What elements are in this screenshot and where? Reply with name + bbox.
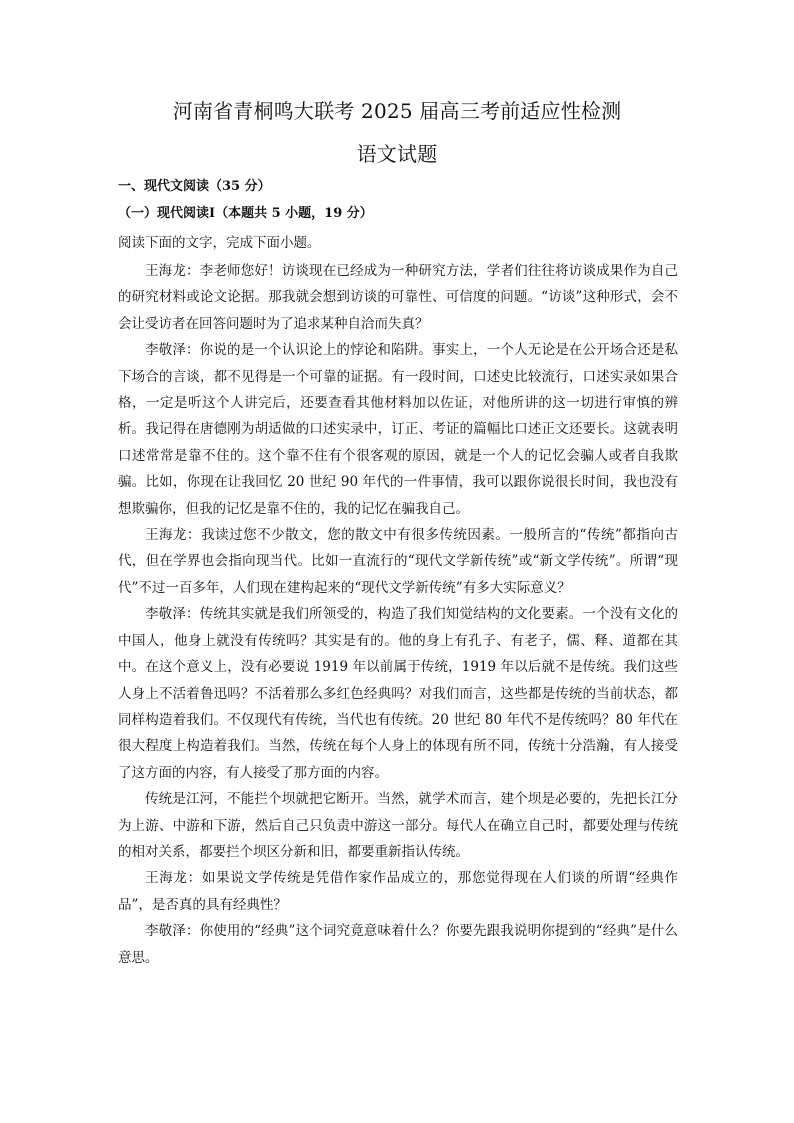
paragraph: 王海龙：如果说文学传统是凭借作家作品成立的，那您觉得现在人们谈的所谓“经典作品”，是否真的具有经典性？ — [118, 870, 678, 913]
subsection-heading: （一）现代阅读Ⅰ（本题共 5 小题，19 分） — [118, 206, 373, 221]
section-heading: 一、现代文阅读（35 分） — [118, 179, 271, 194]
paragraph: 李敬泽：传统其实就是我们所领受的，构造了我们知觉结构的文化要素。一个没有文化的中国人，他身上就没有传统吗？其实是有的。他的身上有孔子、有老子，儒、释、道都在其中。在这个意义上，没有必要说 1919 年以前属于传统，1919 年以后就不是传统。我们这些人身上不活着鲁迅吗？不活着那么多红色经典吗？对我们而言，这些都是传统的当前状态，都同样构造着我们。不仅现代有传统，当代也有传统。20 世纪 80 年代不是传统吗？80 年代在很大程度上构造着我们。当然，传统在每个人身上的体现有所不同，传统十分浩瀚，有人接受了这方面的内容，有人接受了那方面的内容。 — [118, 606, 678, 781]
paragraph: 李敬泽：你说的是一个认识论上的悖论和陷阱。事实上，一个人无论是在公开场合还是私下场合的言谈，都不见得是一个可靠的证据。有一段时间，口述史比较流行，口述实录如果合格，一定是听这个人讲完后，还要查看其他材料加以佐证，对他所讲的这一切进行审慎的辨析。我记得在唐德刚为胡适做的口述实录中，订正、考证的篇幅比口述正文还要长。这就表明口述常常是靠不住的。这个靠不住有个很客观的原因，就是一个人的记忆会骗人或者自我欺骗。比如，你现在让我回忆 20 世纪 90 年代的一件事情，我可以跟你说很长时间，我也没有想欺骗你，但我的记忆是靠不住的，我的记忆在骗我自己。 — [118, 342, 678, 517]
paragraph: 王海龙：李老师您好！访谈现在已经成为一种研究方法，学者们往往将访谈成果作为自己的研究材料或论文论据。那我就会想到访谈的可靠性、可信度的问题。“访谈”这种形式，会不会让受访者在回答问题时为了追求某种自洽而失真？ — [118, 263, 678, 332]
paragraph: 李敬泽：你使用的“经典”这个词究竟意味着什么？你要先跟我说明你提到的“经典”是什么意思。 — [118, 923, 678, 966]
reading-instruction: 阅读下面的文字，完成下面小题。 — [118, 235, 321, 251]
paragraph: 王海龙：我读过您不少散文，您的散文中有很多传统因素。一般所言的“传统”都指向古代，但在学界也会指向现当代。比如一直流行的“现代文学新传统”或“新文学传统”。所谓“现代”不过一百多年，人们现在建构起来的“现代文学新传统”有多大实际意义？ — [118, 527, 678, 596]
document-title: 河南省青桐鸣大联考 2025 届高三考前适应性检测 — [172, 99, 622, 123]
paragraph: 传统是江河，不能拦个坝就把它断开。当然，就学术而言，建个坝是必要的，先把长江分为上游、中游和下游，然后自己只负责中游这一部分。每代人在确立自己时，都要处理与传统的相对关系，都要拦个坝区分新和旧，都要重新指认传统。 — [118, 791, 678, 860]
document-subtitle: 语文试题 — [356, 142, 438, 166]
passage-body — [118, 258, 678, 971]
